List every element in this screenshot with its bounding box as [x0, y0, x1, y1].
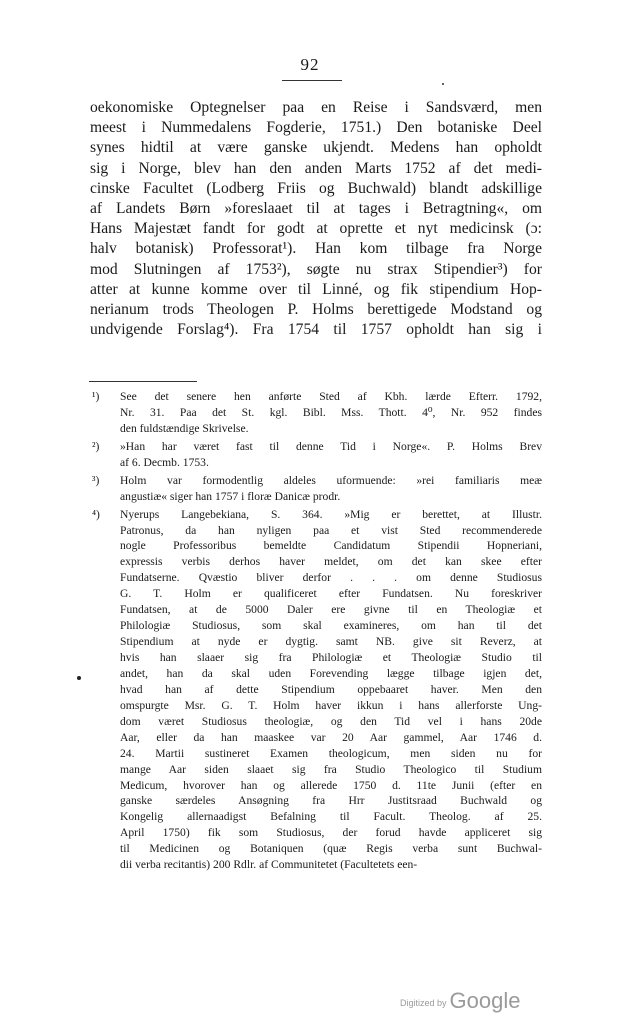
footnote-mark: ⁴) — [92, 507, 100, 521]
footnote-line: Holm var formodentlig aldeles uformuende: »rei familiaris meæ — [120, 473, 542, 487]
footnote — [92, 473, 542, 505]
footnote-line: Medicum, hvorover han og allerede 1750 d. 11te Junii (efter en — [120, 778, 542, 792]
page-number-rule — [282, 80, 342, 81]
footnote-line: Stipendium at nyde er dygtig. samt NB. give sit Reverz, at — [120, 635, 542, 649]
footnote-line: Kongelig allernaadigst Befalning til Facult. Theolog. af 25. — [120, 810, 542, 824]
footnote-mark: ¹) — [92, 390, 100, 403]
body-line: atter at kunne komme over til Linné, og fik stipendium Hop- — [90, 280, 542, 298]
footnote-line: Fundatsen, at de 5000 Daler ere givne til en Theologiæ et — [120, 603, 542, 617]
page-number: 92 — [300, 55, 320, 74]
body-line: af Landets Børn »foreslaaet til at tages i Betragtning«, om — [90, 199, 542, 217]
body-line: oekonomiske Optegnelser paa en Reise i Sandsværd, men — [90, 99, 542, 116]
footnote-line: den fuldstændige Skrivelse. — [120, 421, 249, 435]
footnote-line: 24. Martii sustineret Examen theologicum, men siden nu for — [120, 746, 542, 760]
footnote-line: til Medicinen og Botaniquen (quæ Regis verba sunt Buchwal- — [120, 842, 542, 856]
footnote-separator — [89, 381, 197, 382]
footnote-line: omspurgte Msr. G. T. Holm haver ikkun i hans allerforste Ung- — [120, 698, 542, 712]
footnote-line: af 6. Decmb. 1753. — [120, 455, 209, 469]
footnote-line: Fundatserne. Qvæstio bliver derfor . . . om denne Studiosus — [120, 571, 542, 585]
watermark-prefix: Digitized by — [400, 998, 447, 1008]
footnote-line: ganske særdeles Ansøgning fra Hrr Justitsraad Buchwald og — [120, 794, 542, 808]
footnote-mark: ³) — [92, 473, 100, 487]
footnote-line: hvad han af dette Stipendium oppebaaret haver. Men den — [120, 682, 542, 696]
footnote — [92, 507, 542, 874]
body-line: sig i Norge, blev han den anden Marts 1752 af det medi- — [90, 159, 542, 177]
footnote-line: nogle Professoribus bemeldte Candidatum Stipendii Hopneriani, — [120, 539, 542, 553]
footnote-line: »Han har været fast til denne Tid i Norge«. P. Holms Brev — [120, 439, 542, 453]
margin-dot — [77, 676, 81, 680]
main-text — [90, 98, 542, 340]
footnote-line: G. T. Holm er qualificeret efter Fundatsen. Nu foreskriver — [120, 587, 542, 601]
footnote — [92, 439, 542, 471]
footnotes — [92, 389, 542, 875]
footnote-line: Nyerups Langebekiana, S. 364. »Mig er berettet, at Illustr. — [120, 507, 542, 521]
print-speck — [442, 83, 444, 85]
footnote-line: hvis han slaaer sig fra Philologiæ et Theologiæ Studio til — [120, 651, 542, 664]
footnote-mark: ²) — [92, 439, 100, 453]
footnote-line: See det senere hen anførte Sted af Kbh. lærde Efterr. 1792, — [120, 390, 542, 403]
footnote-line: Patronus, da han nyligen paa et vist Sted recommenderede — [120, 523, 542, 537]
digitized-watermark — [400, 988, 520, 1014]
google-logo: Google — [449, 988, 521, 1013]
footnote-line: mange Aar siden slaaet sig fra Studio Theologico til Studium — [120, 762, 542, 776]
body-line: halv botanisk) Professorat¹). Han kom tilbage fra Norge — [90, 240, 542, 258]
body-line: synes hidtil at være ganske ukjendt. Medens han opholdt — [90, 139, 542, 157]
footnote-line: Philologiæ Studiosus, som skal examineres, om han til det — [120, 619, 542, 633]
body-line: Hans Majestæt fandt for godt at oprette et nyt medicinsk (ɔ: — [90, 220, 542, 238]
footnote — [92, 389, 542, 437]
body-line: mod Slutningen af 1753²), søgte nu strax Stipendier³) for — [90, 260, 542, 278]
footnote-line: andet, han da skal uden Forevending lægge tilbage igjen det, — [120, 666, 542, 680]
footnote-line: angustiæ« siger han 1757 i floræ Danicæ prodr. — [120, 489, 341, 503]
footnote-line: dii verba recitantis) 200 Rdlr. af Communitetet (Facultetets een- — [120, 858, 418, 872]
footnote-line: April 1750) fik som Studiosus, der forud havde appliceret sig — [120, 826, 542, 840]
footnote-line: Nr. 31. Paa det St. kgl. Bibl. Mss. Thott. 4⁰, Nr. 952 findes — [120, 405, 542, 419]
body-line: meest i Nummedalens Fogderie, 1751.) Den botaniske Deel — [90, 119, 542, 137]
body-line: cinske Facultet (Lodberg Friis og Buchwald) blandt adskillige — [90, 179, 542, 197]
footnote-line: Aar, eller da han maaskee var 20 Aar gammel, Aar 1746 d. — [120, 730, 542, 744]
footnote-line: dom været Studiosus theologiæ, og den Tid vel i hans 20de — [120, 714, 542, 728]
footnote-line: expressis verbis derhos haver meldet, om det kan skee efter — [120, 555, 542, 569]
body-line: undvigende Forslag⁴). Fra 1754 til 1757 opholdt han sig i — [90, 321, 542, 339]
body-line: nerianum trods Theologen P. Holms berettigede Modstand og — [90, 300, 542, 318]
